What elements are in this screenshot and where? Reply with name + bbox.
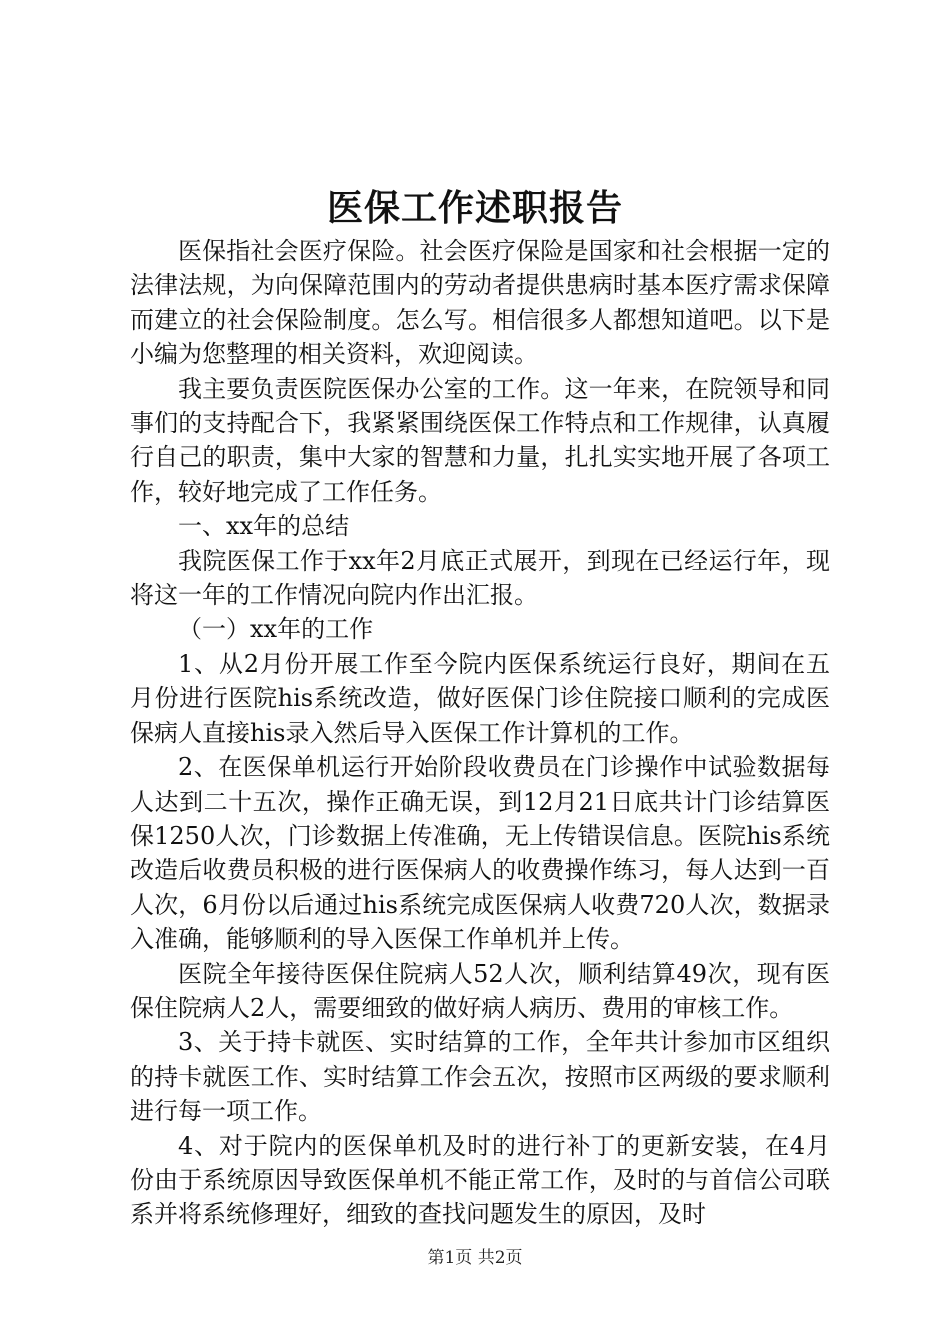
paragraph-item-1: 1、从2月份开展工作至今院内医保系统运行良好，期间在五月份进行医院his系统改造，做好医保门诊住院接口顺利的完成医保病人直接his录入然后导入医保工作计算机的工作。 (130, 649, 830, 747)
document-body (130, 234, 830, 1232)
paragraph-intro: 医保指社会医疗保险。社会医疗保险是国家和社会根据一定的法律法规，为向保障范围内的劳动者提供患病时基本医疗需求保障而建立的社会保险制度。怎么写。相信很多人都想知道吧。以下是小编为您整理的相关资料，欢迎阅读。 (130, 237, 830, 369)
paragraph-inpatient: 医院全年接待医保住院病人52人次，顺利结算49次，现有医保住院病人2人，需要细致的做好病人病历、费用的审核工作。 (130, 959, 830, 1022)
page-number-footer: 第1页 共2页 (427, 1248, 523, 1268)
document-title: 医保工作述职报告 (326, 187, 623, 229)
section-heading-summary: 一、xx年的总结 (178, 512, 350, 541)
paragraph-responsibility: 我主要负责医院医保办公室的工作。这一年来，在院领导和同事们的支持配合下，我紧紧围绕医保工作特点和工作规律，认真履行自己的职责，集中大家的智慧和力量，扎扎实实地开展了各项工作，较好地完成了工作任务。 (130, 374, 830, 506)
paragraph-item-4: 4、对于院内的医保单机及时的进行补丁的更新安装，在4月份由于系统原因导致医保单机不能正常工作，及时的与首信公司联系并将系统修理好，细致的查找问题发生的原因，及时 (130, 1131, 830, 1229)
paragraph-item-2: 2、在医保单机运行开始阶段收费员在门诊操作中试验数据每人达到二十五次，操作正确无误，到12月21日底共计门诊结算医保1250人次，门诊数据上传准确，无上传错误信息。医院his系统改造后收费员积极的进行医保病人的收费操作练习，每人达到一百人次，6月份以后通过his系统完成医保病人收费720人次，数据录入准确，能够顺利的导入医保工作单机并上传。 (130, 753, 830, 954)
paragraph-item-3: 3、关于持卡就医、实时结算的工作，全年共计参加市区组织的持卡就医工作、实时结算工作会五次，按照市区两级的要求顺利进行每一项工作。 (130, 1028, 830, 1126)
paragraph-overview: 我院医保工作于xx年2月底正式展开，到现在已经运行年，现将这一年的工作情况向院内作出汇报。 (130, 546, 830, 610)
subsection-heading-work: （一）xx年的工作 (178, 615, 374, 644)
